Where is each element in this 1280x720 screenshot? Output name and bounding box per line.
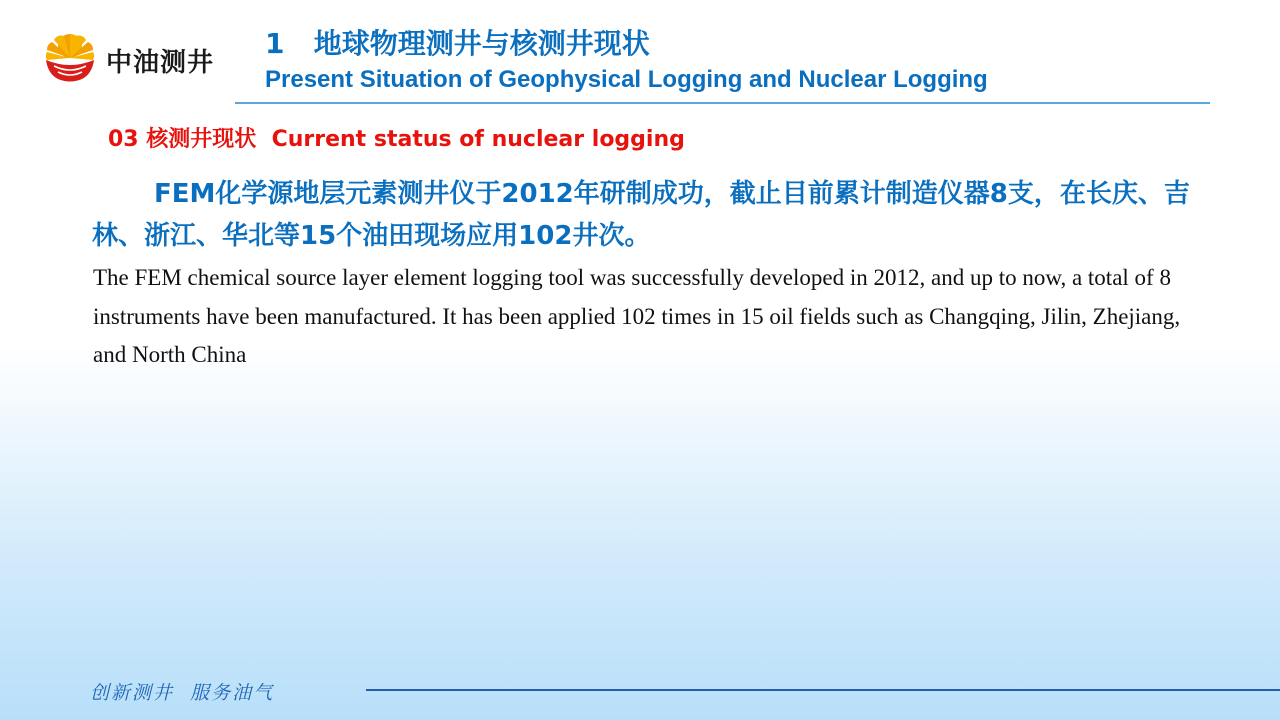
slide-title-cn: 1 地球物理测井与核测井现状: [265, 27, 650, 60]
paragraph-english: The FEM chemical source layer element logging tool was successfully developed in 2012, and up to now, a total of 8 instruments have been manufactured. It has been applied 102 times in 15 oil fields such as Changqing, Jilin, Zhejiang, and North China: [93, 265, 1181, 367]
company-name: 中油测井: [106, 48, 215, 78]
footer-slogan: 创新测井 服务油气: [90, 682, 275, 704]
logo-rays: [46, 34, 94, 60]
footer-divider: [366, 689, 1280, 691]
title-divider: [235, 102, 1210, 104]
slide-title-en: Present Situation of Geophysical Logging and Nuclear Logging: [265, 66, 988, 93]
paragraph-chinese: FEM化学源地层元素测井仪于2012年研制成功，截止目前累计制造仪器8支，在长庆、吉林、浙江、华北等15个油田现场应用102井次。: [92, 179, 1190, 251]
company-logo-icon: [44, 30, 96, 82]
section-heading: 03 核测井现状 Current status of nuclear logging: [108, 127, 685, 152]
